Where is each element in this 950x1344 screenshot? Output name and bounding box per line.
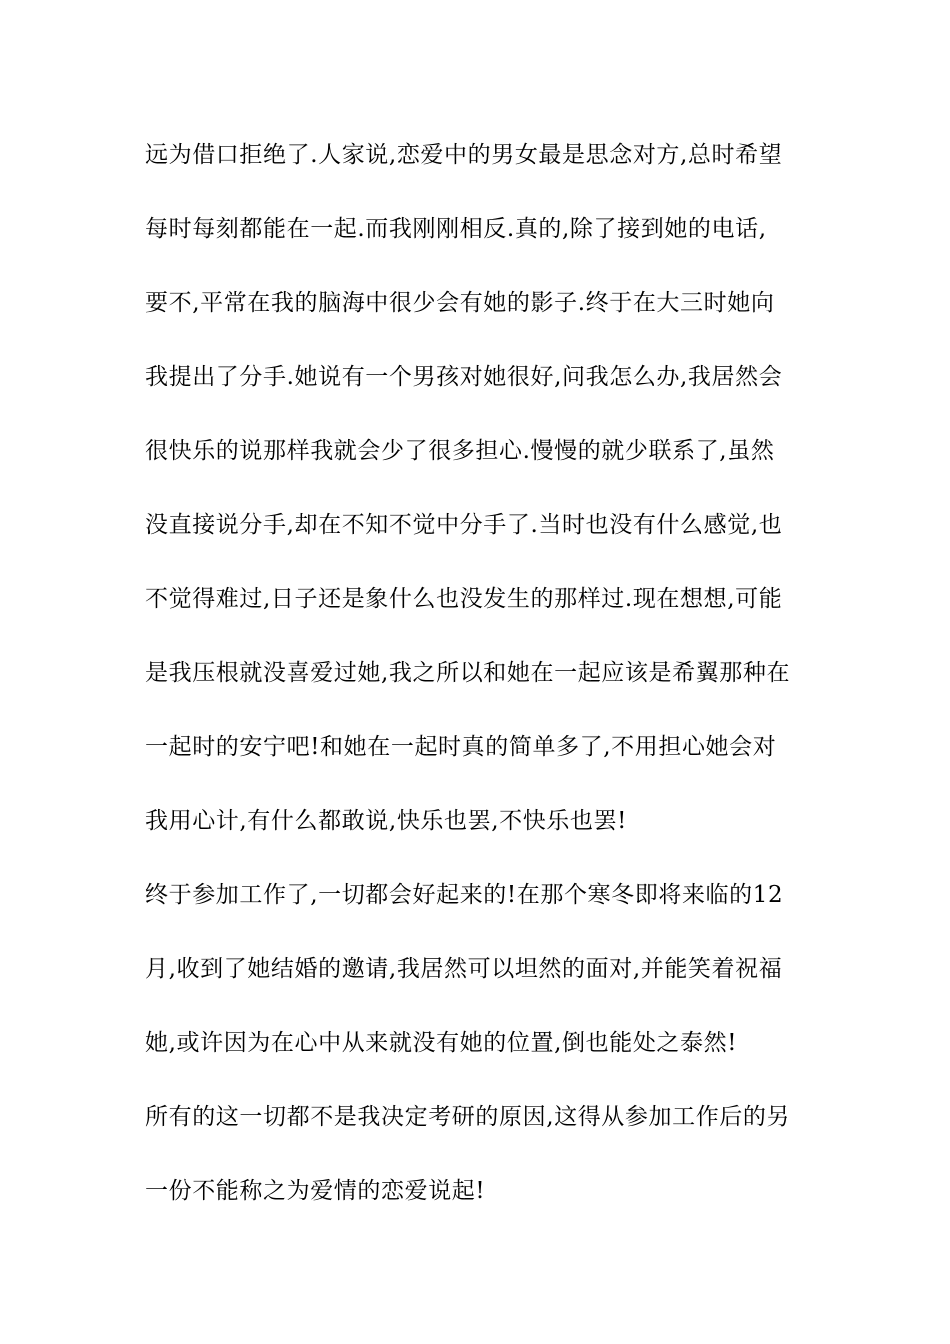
text-line: 一份不能称之为爱情的恋爱说起! <box>145 1178 486 1204</box>
paragraph <box>145 132 815 872</box>
text-line: 没直接说分手,却在不知不觉中分手了.当时也没有什么感觉,也 <box>145 512 783 538</box>
text-line: 要不,平常在我的脑海中很少会有她的影子.终于在大三时她向 <box>145 290 775 316</box>
text-line: 每时每刻都能在一起.而我刚刚相反.真的,除了接到她的电话, <box>145 216 767 242</box>
text-line: 她,或许因为在心中从来就没有她的位置,倒也能处之泰然! <box>145 1030 738 1056</box>
paragraph <box>145 872 815 1094</box>
text-line: 我用心计,有什么都敢说,快乐也罢,不快乐也罢! <box>145 808 627 834</box>
paragraph <box>145 1094 815 1214</box>
text-line: 一起时的安宁吧!和她在一起时真的简单多了,不用担心她会对 <box>145 734 777 760</box>
body-text <box>145 132 815 1214</box>
text-line: 所有的这一切都不是我决定考研的原因,这得从参加工作后的另 <box>145 1104 791 1130</box>
text-line: 很快乐的说那样我就会少了很多担心.慢慢的就少联系了,虽然 <box>145 438 775 464</box>
text-line: 远为借口拒绝了.人家说,恋爱中的男女最是思念对方,总时希望 <box>145 142 783 168</box>
text-line: 我提出了分手.她说有一个男孩对她很好,问我怎么办,我居然会 <box>145 364 783 390</box>
text-line: 终于参加工作了,一切都会好起来的!在那个寒冬即将来临的12 <box>145 882 784 908</box>
text-line: 不觉得难过,日子还是象什么也没发生的那样过.现在想想,可能 <box>145 586 783 612</box>
text-line: 月,收到了她结婚的邀请,我居然可以坦然的面对,并能笑着祝福 <box>145 956 783 982</box>
text-line: 是我压根就没喜爱过她,我之所以和她在一起应该是希翼那种在 <box>145 660 791 686</box>
